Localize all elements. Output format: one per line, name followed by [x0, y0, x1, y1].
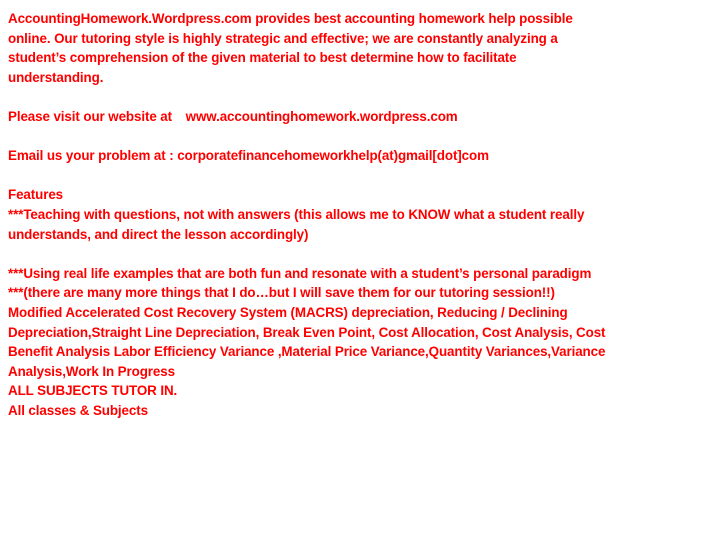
slide-text-body	[8, 9, 724, 420]
topics-line: Analysis,Work In Progress	[8, 363, 175, 379]
topics-line: Benefit Analysis Labor Efficiency Variance ,Material Price Variance,Quantity Variances,Variance	[8, 344, 606, 360]
website-link[interactable]: www.accountinghomework.wordpress.com	[185, 108, 458, 124]
feature-item-line: ***Using real life examples that are both fun and resonate with a student’s personal paradigm	[8, 265, 592, 281]
intro-line: student’s comprehension of the given material to best determine how to facilitate	[8, 50, 517, 66]
closing-line: All classes & Subjects	[8, 402, 148, 418]
spacer	[8, 127, 724, 147]
topics-paragraph	[8, 303, 724, 381]
topics-line: Depreciation,Straight Line Depreciation, Break Even Point, Cost Allocation, Cost Analysis, Cost	[8, 324, 606, 340]
website-line	[8, 107, 724, 127]
intro-paragraph	[8, 9, 724, 87]
closing-line: ALL SUBJECTS TUTOR IN.	[8, 383, 178, 399]
intro-line: understanding.	[8, 69, 104, 85]
email-prefix: Email us your problem at :	[8, 148, 174, 164]
email-paragraph	[8, 146, 724, 166]
features-section	[8, 185, 724, 303]
feature-item-line: ***Teaching with questions, not with answers (this allows me to KNOW what a student really	[8, 206, 585, 222]
spacer	[8, 87, 724, 107]
email-line	[8, 146, 724, 166]
spacer	[8, 244, 724, 264]
topics-line: Modified Accelerated Cost Recovery System (MACRS) depreciation, Reducing / Declining	[8, 304, 568, 320]
website-paragraph	[8, 107, 724, 127]
closing-paragraph	[8, 381, 724, 420]
website-prefix: Please visit our website at	[8, 108, 173, 124]
spacer	[8, 166, 724, 186]
features-heading: Features	[8, 187, 64, 203]
intro-line: AccountingHomework.Wordpress.com provides best accounting homework help possible	[8, 11, 573, 26]
intro-line: online. Our tutoring style is highly strategic and effective; we are constantly analyzing a	[8, 30, 558, 46]
feature-item-line: understands, and direct the lesson accordingly)	[8, 226, 309, 242]
email-address: corporatefinancehomeworkhelp(at)gmail[dot]com	[177, 148, 489, 164]
feature-item-line: ***(there are many more things that I do…but I will save them for our tutoring session!!)	[8, 285, 555, 301]
